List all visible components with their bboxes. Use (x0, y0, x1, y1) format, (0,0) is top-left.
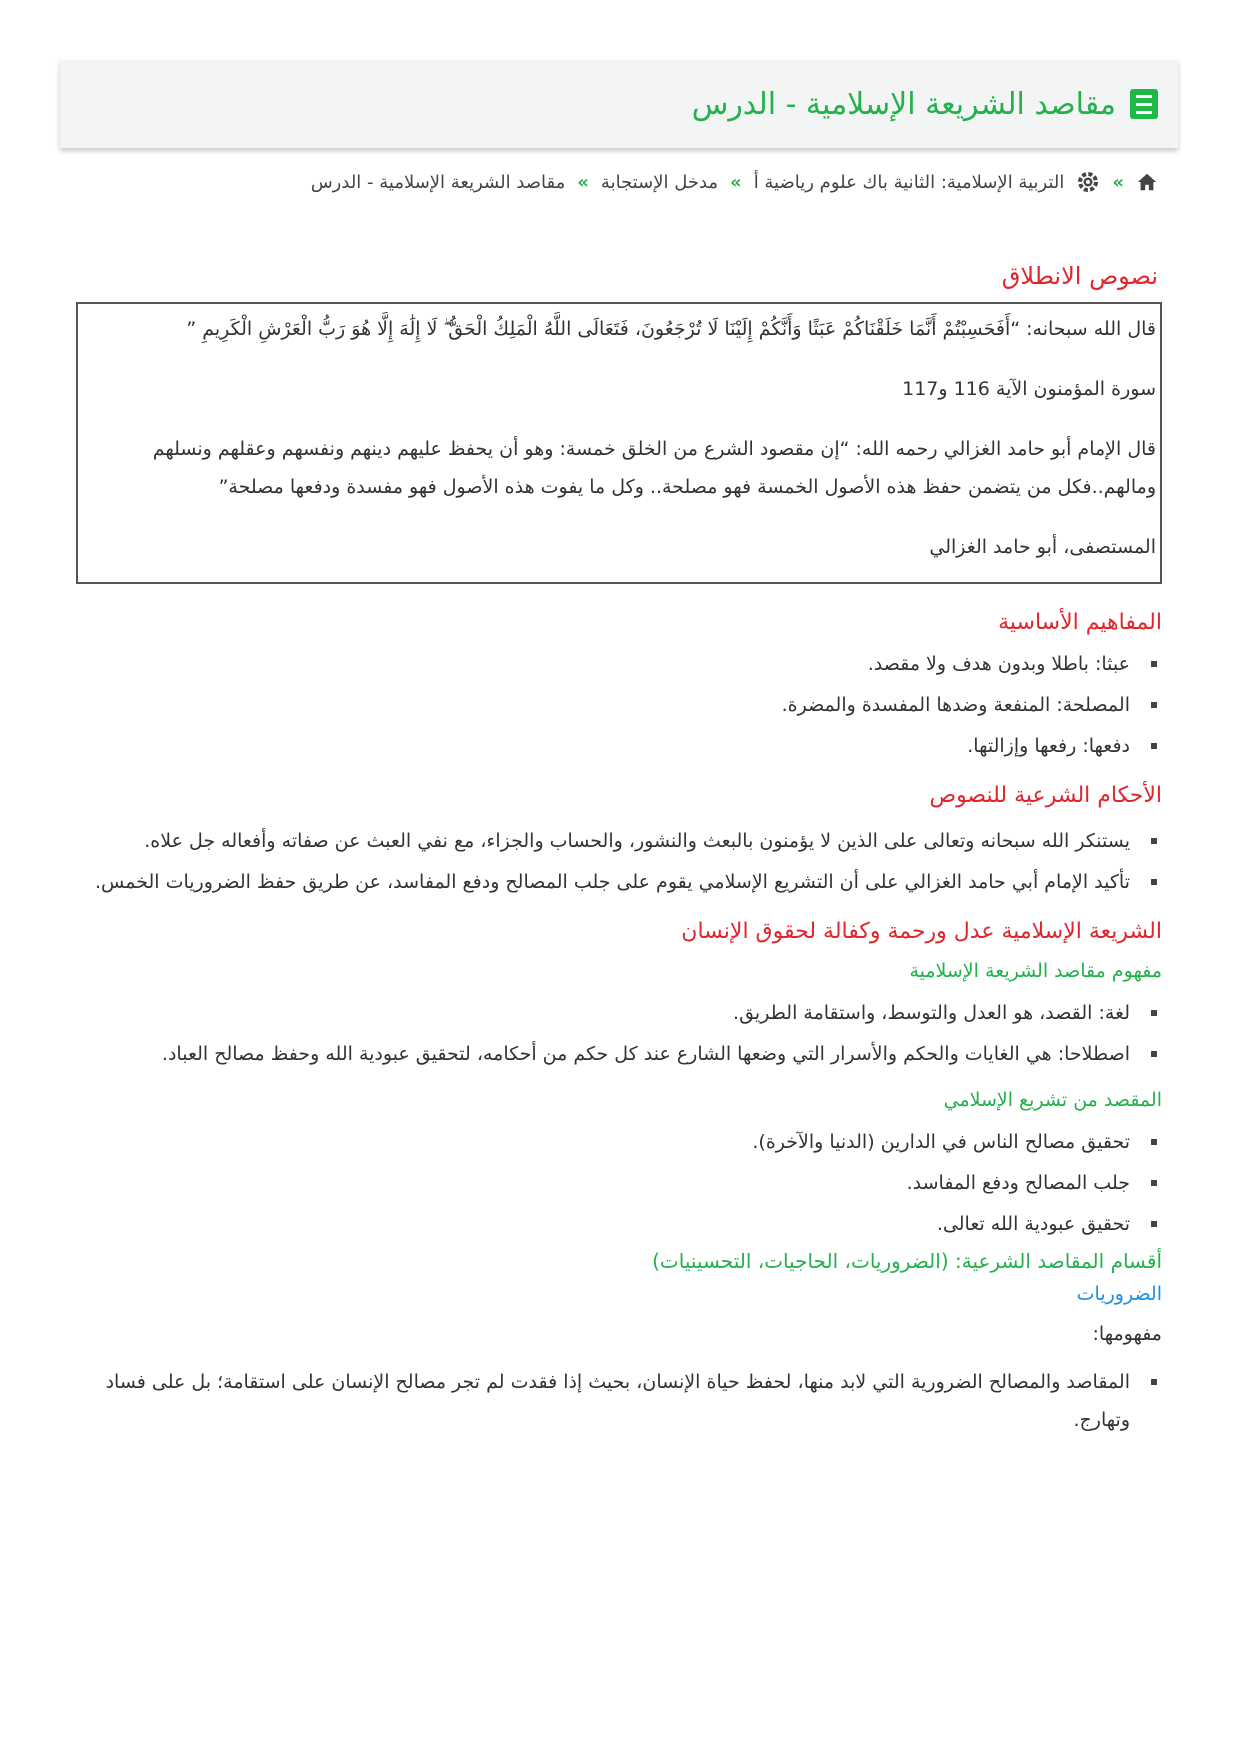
list-item: تحقيق عبودية الله تعالى. (60, 1205, 1130, 1243)
quote-source: المستصفى، أبو حامد الغزالي (929, 536, 1156, 558)
section-title-justice: الشريعة الإسلامية عدل ورحمة وكفالة لحقوق الإنسان (681, 919, 1162, 944)
list-item: اصطلاحا: هي الغايات والحكم والأسرار التي وضعها الشارع عند كل حكم من أحكامه، لتحقيق عبودية الله وحفظ مصالح العباد. (90, 1035, 1130, 1073)
list-item: يستنكر الله سبحانه وتعالى على الذين لا يؤمنون بالبعث والنشور، والحساب والجزاء، مع نفي العبث عن صفاته وأفعاله جل علاه. (90, 822, 1130, 860)
starting-texts-box (76, 302, 1162, 584)
document-icon (1130, 89, 1158, 119)
page-header (60, 60, 1178, 148)
breadcrumb-separator: » (577, 171, 589, 193)
ghazali-quote: قال الإمام أبو حامد الغزالي رحمه الله: “إن مقصود الشرع من الخلق خمسة: وهو أن يحفظ عليهم دينهم ونفسهم وعقلهم ونسلهم ومالهم..فكل من يتضمن حفظ هذه الأصول الخمسة فهو مصلحة.. وكل ما يفوت هذه الأصول فهو مفسدة ودفعها مصلحة” (152, 438, 1156, 498)
subsection-title-divisions: أقسام المقاصد الشرعية: (الضروريات، الحاجيات، التحسينيات) (652, 1249, 1162, 1273)
gear-icon (1076, 170, 1100, 194)
purpose-list (60, 1123, 1178, 1243)
concepts-list (60, 645, 1178, 765)
verse-source: سورة المؤمنون الآية 116 و117 (902, 378, 1156, 400)
verse-text: قال الله سبحانه: “أَفَحَسِبْتُمْ أَنَّمَا خَلَقْنَاكُمْ عَبَثًا وَأَنَّكُمْ إِلَيْنَا لَا تُرْجَعُونَ، فَتَعَالَى اللَّهُ الْمَلِكُ الْحَقُّ ۖ لَا إِلَٰهَ إِلَّا هُوَ رَبُّ الْعَرْشِ الْكَرِيمِ ” (186, 318, 1156, 340)
section-title-concepts: المفاهيم الأساسية (998, 610, 1162, 635)
breadcrumb (60, 170, 1178, 194)
page (60, 60, 1178, 1442)
list-item: دفعها: رفعها وإزالتها. (60, 727, 1130, 765)
breadcrumb-item-current: مقاصد الشريعة الإسلامية - الدرس (310, 171, 566, 193)
breadcrumb-item[interactable]: مدخل الإستجابة (600, 171, 719, 193)
section-title-starting-texts: نصوص الانطلاق (1001, 262, 1158, 290)
list-item: تأكيد الإمام أبي حامد الغزالي على أن التشريع الإسلامي يقوم على جلب المصالح ودفع المفاسد، عن طريق حفظ الضروريات الخمس. (90, 863, 1130, 901)
necessities-label: مفهومها: (1092, 1323, 1162, 1345)
concept-list (60, 994, 1178, 1073)
subsection-title-concept: مفهوم مقاصد الشريعة الإسلامية (909, 960, 1162, 982)
list-item: تحقيق مصالح الناس في الدارين (الدنيا والآخرة). (60, 1123, 1130, 1161)
list-item: المصلحة: المنفعة وضدها المفسدة والمضرة. (60, 686, 1130, 724)
list-item: جلب المصالح ودفع المفاسد. (60, 1164, 1130, 1202)
breadcrumb-separator: » (1112, 171, 1124, 193)
breadcrumb-item[interactable]: التربية الإسلامية: الثانية باك علوم رياضية أ (753, 171, 1065, 193)
list-item: عبثا: باطلا وبدون هدف ولا مقصد. (60, 645, 1130, 683)
subsection-title-necessities: الضروريات (1076, 1283, 1162, 1305)
necessities-list (60, 1363, 1178, 1439)
rulings-list (60, 822, 1178, 901)
home-icon[interactable] (1136, 171, 1158, 193)
breadcrumb-separator: » (730, 171, 742, 193)
list-item: لغة: القصد، هو العدل والتوسط، واستقامة الطريق. (90, 994, 1130, 1032)
section-title-rulings: الأحكام الشرعية للنصوص (929, 783, 1162, 808)
page-title: مقاصد الشريعة الإسلامية - الدرس (691, 86, 1116, 122)
subsection-title-purpose: المقصد من تشريع الإسلامي (943, 1089, 1162, 1111)
list-item: المقاصد والمصالح الضرورية التي لابد منها، لحفظ حياة الإنسان، بحيث إذا فقدت لم تجر مصالح الإنسان على استقامة؛ بل على فساد وتهارج. (90, 1363, 1130, 1439)
